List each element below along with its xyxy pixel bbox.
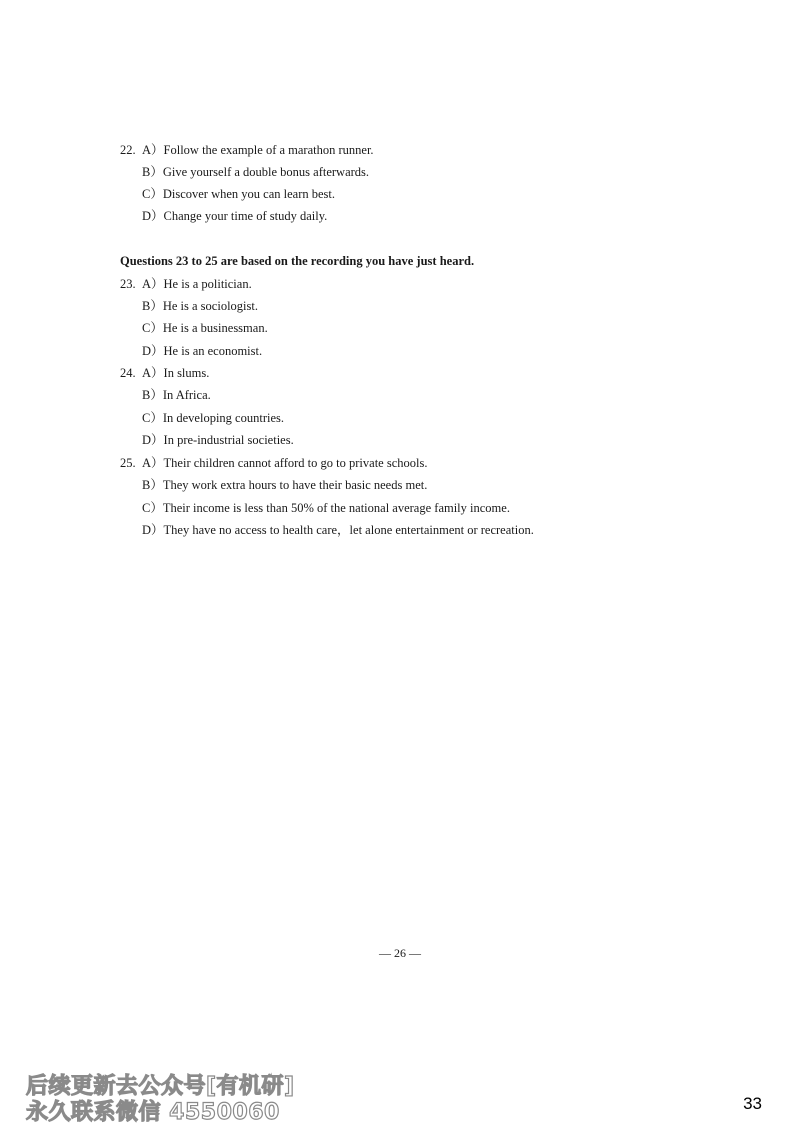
option-text: In developing countries.: [162, 411, 284, 425]
watermark-line-2: 永久联系微信 4550060: [26, 1100, 280, 1125]
option-letter: B）: [142, 388, 163, 402]
q23-number: 23.: [120, 277, 136, 291]
option-text: Give yourself a double bonus afterwards.: [162, 165, 370, 179]
corner-page-number: 33: [743, 1094, 762, 1113]
q25-option-b: [142, 477, 427, 493]
option-letter: A）: [142, 277, 164, 291]
option-letter: C）: [142, 187, 163, 201]
watermark-line-1: 后续更新去公众号[有机研]: [26, 1074, 295, 1099]
q25-option-c: [142, 500, 510, 516]
q22-number: 22.: [120, 143, 136, 157]
option-text: In slums.: [163, 366, 210, 380]
q25-number: 25.: [120, 456, 136, 470]
option-text: Discover when you can learn best.: [162, 187, 336, 201]
option-letter: B）: [142, 165, 163, 179]
option-text: He is a businessman.: [162, 321, 268, 335]
option-letter: B）: [142, 299, 163, 313]
option-letter: D）: [142, 523, 164, 537]
q24-option-c: [142, 410, 284, 426]
option-text: Their children cannot afford to go to private schools.: [163, 456, 428, 470]
option-text: Follow the example of a marathon runner.: [163, 143, 374, 157]
option-letter: D）: [142, 344, 164, 358]
option-text: Their income is less than 50% of the national average family income.: [162, 501, 510, 515]
q24-option-b: [142, 387, 211, 403]
option-text: In Africa.: [162, 388, 211, 402]
option-text: He is an economist.: [163, 344, 263, 358]
q22-option-d: [142, 208, 327, 224]
option-text: He is a sociologist.: [162, 299, 258, 313]
q24-option-a: [120, 365, 209, 381]
option-letter: D）: [142, 209, 164, 223]
q23-option-d: [142, 343, 262, 359]
section-heading: Questions 23 to 25 are based on the recording you have just heard.: [120, 254, 475, 268]
q23-option-a: [120, 276, 252, 292]
option-letter: C）: [142, 501, 163, 515]
q24-option-d: [142, 432, 294, 448]
option-letter: A）: [142, 366, 164, 380]
option-letter: C）: [142, 321, 163, 335]
option-letter: A）: [142, 456, 164, 470]
q25-option-d: [142, 522, 534, 538]
q22-option-c: [142, 186, 335, 202]
option-text: He is a politician.: [163, 277, 252, 291]
q22-option-a: [120, 142, 374, 158]
page-number: — 26 —: [379, 946, 421, 960]
option-text: They have no access to health care，let alone entertainment or recreation.: [163, 523, 534, 537]
option-letter: D）: [142, 433, 164, 447]
option-text: In pre-industrial societies.: [163, 433, 294, 447]
option-letter: C）: [142, 411, 163, 425]
option-letter: A）: [142, 143, 164, 157]
option-text: Change your time of study daily.: [163, 209, 328, 223]
watermark: [26, 1074, 326, 1126]
q22-option-b: [142, 164, 369, 180]
option-letter: B）: [142, 478, 163, 492]
q23-option-b: [142, 298, 258, 314]
option-text: They work extra hours to have their basic needs met.: [162, 478, 428, 492]
q24-number: 24.: [120, 366, 136, 380]
q23-option-c: [142, 320, 268, 336]
q25-option-a: [120, 455, 427, 471]
